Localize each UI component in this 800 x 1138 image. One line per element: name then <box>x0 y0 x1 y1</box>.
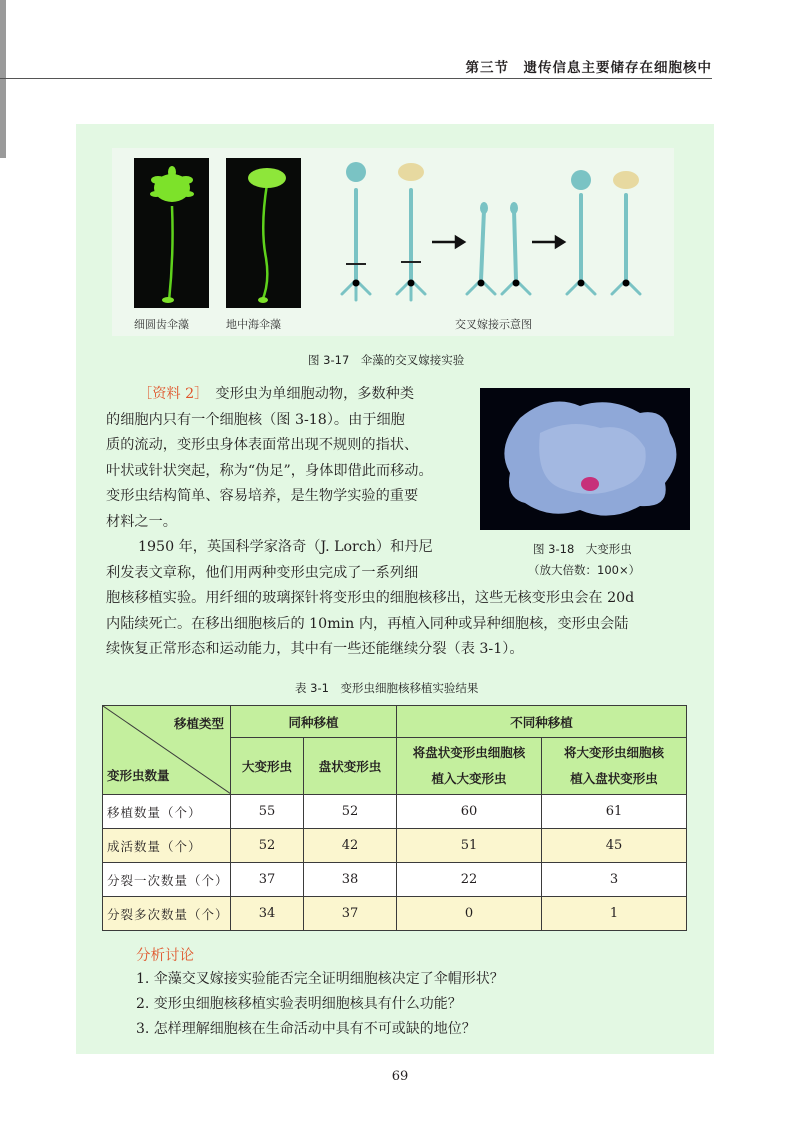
cell: 55 <box>231 795 304 829</box>
text-line: 变形虫结构简单、容易培养，是生物学实验的重要 <box>106 488 419 504</box>
table-row <box>103 795 687 829</box>
col-large-amoeba: 大变形虫 <box>231 738 304 795</box>
label-grafting: 交叉嫁接示意图 <box>455 318 532 331</box>
header-rule <box>0 78 712 79</box>
page-edge-tab <box>0 0 6 158</box>
acetabularia-crenulata-photo <box>134 158 209 308</box>
row-label: 成活数量（个） <box>103 829 231 863</box>
col-disc-into-large: 将盘状变形虫细胞核 植入大变形虫 <box>397 738 542 795</box>
row-label: 分裂一次数量（个） <box>103 863 231 897</box>
text-line: 叶状或针状突起，称为“伪足”，身体即借此而移动。 <box>106 462 433 479</box>
material-2-tag: ［资料 2］ <box>138 386 202 402</box>
cell: 37 <box>231 863 304 897</box>
cell: 38 <box>304 863 397 897</box>
text-line: 利发表文章称，他们用两种变形虫完成了一系列细 <box>106 564 419 581</box>
table-3-1 <box>102 705 687 931</box>
row-label: 分裂多次数量（个） <box>103 897 231 931</box>
text-line: 变形虫为单细胞动物，多数种类 <box>215 386 415 402</box>
question-2: 2. 变形虫细胞核移植实验表明细胞核具有什么功能？ <box>136 996 462 1012</box>
cell: 51 <box>397 829 542 863</box>
table-row <box>103 863 687 897</box>
text-line: 胞核移植实验。用纤细的玻璃探针将变形虫的细胞核移出，这些无核变形虫会在 20d <box>106 590 635 606</box>
page-number: 69 <box>391 1069 409 1084</box>
col-large-into-disc: 将大变形虫细胞核 植入盘状变形虫 <box>542 738 687 795</box>
cell: 0 <box>397 897 542 931</box>
cell: 52 <box>231 829 304 863</box>
text-line: 续恢复正常形态和运动能力，其中有一些还能继续分裂（表 3-1）。 <box>106 641 524 657</box>
table-3-1-title: 表 3-1 变形虫细胞核移植实验结果 <box>295 681 479 695</box>
text-line: 的细胞内只有一个细胞核（图 3-18）。由于细胞 <box>106 411 405 428</box>
text-line: 内陆续死亡。在移出细胞核后的 10min 内，再植入同种或异种细胞核，变形虫会陆 <box>106 615 629 632</box>
running-header: 第三节 遗传信息主要储存在细胞核中 <box>465 60 712 76</box>
question-3: 3. 怎样理解细胞核在生命活动中具有不可或缺的地位？ <box>136 1021 476 1037</box>
table-row <box>103 897 687 931</box>
label-mediterranea: 地中海伞藻 <box>226 318 281 331</box>
cell: 22 <box>397 863 542 897</box>
table-row <box>103 829 687 863</box>
col-disc-amoeba: 盘状变形虫 <box>304 738 397 795</box>
group-diff-species: 不同种移植 <box>397 706 687 738</box>
question-1: 1. 伞藻交叉嫁接实验能否完全证明细胞核决定了伞帽形状？ <box>136 971 504 987</box>
figure-3-18-caption: 图 3-18 大变形虫 <box>533 542 632 556</box>
figure-3-18-magnification: （放大倍数：100×） <box>528 563 641 577</box>
cell: 60 <box>397 795 542 829</box>
cell: 1 <box>542 897 687 931</box>
figure-3-17-caption: 图 3-17 伞藻的交叉嫁接实验 <box>308 353 465 367</box>
text-line: 1950 年，英国科学家洛奇（J. Lorch）和丹尼 <box>138 539 433 555</box>
cell: 34 <box>231 897 304 931</box>
corner-transplant-type: 移植类型 <box>173 716 224 731</box>
group-same-species: 同种移植 <box>231 706 397 738</box>
cell: 42 <box>304 829 397 863</box>
cell: 52 <box>304 795 397 829</box>
cell: 3 <box>542 863 687 897</box>
text-line: 材料之一。 <box>106 513 177 530</box>
grafting-diagram <box>336 150 656 310</box>
amoeba-photo <box>480 388 690 530</box>
cell: 45 <box>542 829 687 863</box>
acetabularia-mediterranea-photo <box>226 158 301 308</box>
cell: 61 <box>542 795 687 829</box>
row-label: 移植数量（个） <box>103 795 231 829</box>
table-corner-cell <box>103 706 231 795</box>
discussion-title: 分析讨论 <box>136 948 194 964</box>
label-crenulata: 细圆齿伞藻 <box>134 318 189 331</box>
corner-amoeba-count: 变形虫数量 <box>107 768 170 783</box>
cell: 37 <box>304 897 397 931</box>
text-line: 质的流动，变形虫身体表面常出现不规则的指状、 <box>106 437 419 453</box>
